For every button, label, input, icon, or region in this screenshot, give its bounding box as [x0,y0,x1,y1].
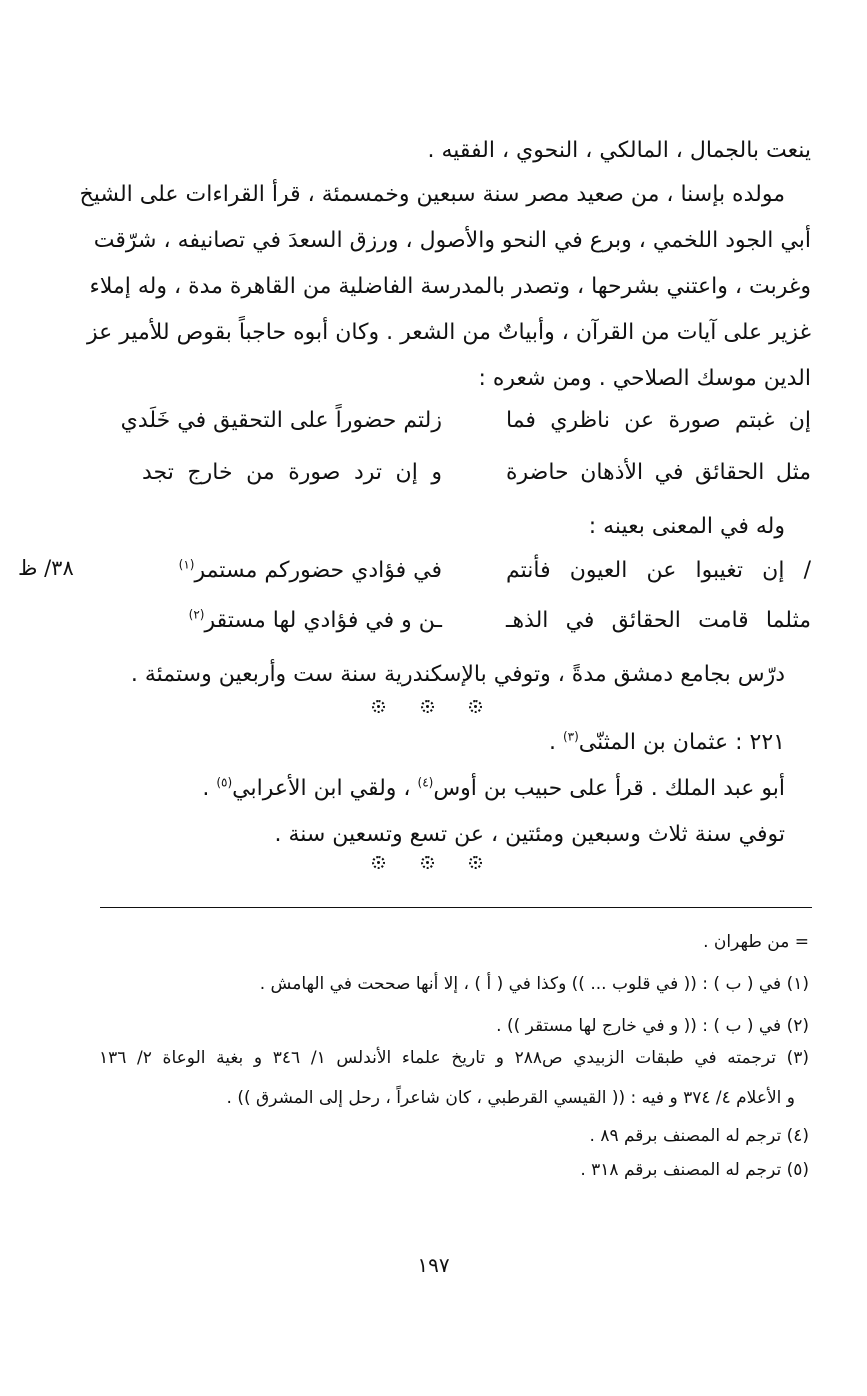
footnote-ref-1: (١) [178,557,195,572]
verse-3-second-hemistich [179,556,442,586]
entry-line-1-part-b: ، ولقي ابن الأعرابي [232,776,411,801]
verse-1-first-hemistich: إن غبتم صورة عن ناظري فما [506,408,811,433]
footnote-ref-3: (٣) [562,729,579,744]
verse-3-second-text: في فؤادي حضوركم مستمر [194,558,442,583]
entry-line-2: توفي سنة ثلاث وسبعين ومئتين ، عن تسع وتسعين سنة . [274,822,785,847]
ornament-star-icon [469,700,482,713]
footnote-3-line-1: (٣) ترجمته في طبقات الزبيدي ص٢٨٨ و تاريخ علماء الأندلس ١/ ٣٤٦ و بغية الوعاة ٢/ ١٣٦ [99,1048,809,1068]
body-line-1: ينعت بالجمال ، المالكي ، النحوي ، الفقيه . [427,138,811,163]
footnote-4: (٤) ترجم له المصنف برقم ٨٩ . [589,1126,809,1146]
verse-4-first-hemistich: مثلما قامت الحقائق في الذهـ [506,608,811,633]
entry-heading-end: . [548,730,556,755]
verse-4-second-text: ـن و في فؤادي لها مستقر [204,608,442,633]
verse-4-second-hemistich [189,606,442,636]
entry-heading-text: ٢٢١ : عثمان بن المثنّى [578,730,785,755]
footnote-separator [100,907,812,908]
verse-2-second-hemistich: و إن ترد صورة من خارج تجد [142,460,442,485]
verse-1-second-hemistich: زلتم حضوراً على التحقيق في خَلَدي [120,408,442,433]
body-line-4: وغربت ، واعتني بشرحها ، وتصدر بالمدرسة الفاضلية من القاهرة مدة ، وله إملاء [89,274,811,299]
second-poem-intro: وله في المعنى بعينه : [588,514,785,539]
ornament-star-icon [469,856,482,869]
verse-3-first-hemistich: / إن تغيبوا عن العيون فأنتم [506,558,811,583]
entry-line-1-part-a: أبو عبد الملك . قرأ على حبيب بن أوس [433,776,785,801]
footnote-2: (٢) في ( ب ) : (( و في خارج لها مستقر )) . [496,1016,809,1036]
section-divider-ornament [372,700,482,713]
body-line-2: مولده بإسنا ، من صعيد مصر سنة سبعين وخمسمئة ، قرأ القراءات على الشيخ [79,182,785,207]
entry-line-1-end: . [202,776,210,801]
footnote-ref-2: (٢) [188,607,205,622]
body-line-6: الدين موسك الصلاحي . ومن شعره : [478,366,811,391]
body-line-5: غزير على آيات من القرآن ، وأبياتٌ من الشعر . وكان أبوه حاجباً بقوص للأمير عز [86,320,811,345]
footnote-ref-5: (٥) [216,775,233,790]
footnote-ref-4: (٤) [417,775,434,790]
ornament-star-icon [372,700,385,713]
section-divider-ornament [372,856,482,869]
closing-line: درّس بجامع دمشق مدةً ، وتوفي بالإسكندرية سنة ست وأربعين وستمئة . [130,662,785,687]
ornament-star-icon [421,700,434,713]
ornament-star-icon [421,856,434,869]
footnote-5: (٥) ترجم له المصنف برقم ٣١٨ . [580,1160,809,1180]
verse-2-first-hemistich: مثل الحقائق في الأذهان حاضرة [506,460,811,485]
footnote-continuation: = من طهران . [703,932,809,952]
entry-line-1 [202,774,785,804]
entry-heading [549,728,785,758]
ornament-star-icon [372,856,385,869]
manuscript-folio-marker: ٣٨/ ظ [18,556,74,580]
footnote-3-line-2: و الأعلام ٤/ ٣٧٤ و فيه : (( القيسي القرطبي ، كان شاعراً ، رحل إلى المشرق )) . [226,1088,795,1108]
page-number: ١٩٧ [417,1253,450,1277]
footnote-1: (١) في ( ب ) : (( في قلوب ... )) وكذا في ( أ ) ، إلا أنها صححت في الهامش . [259,974,809,994]
body-line-3: أبي الجود اللخمي ، وبرع في النحو والأصول ، ورزق السعدَ في تصانيفه ، شرّقت [93,228,811,253]
